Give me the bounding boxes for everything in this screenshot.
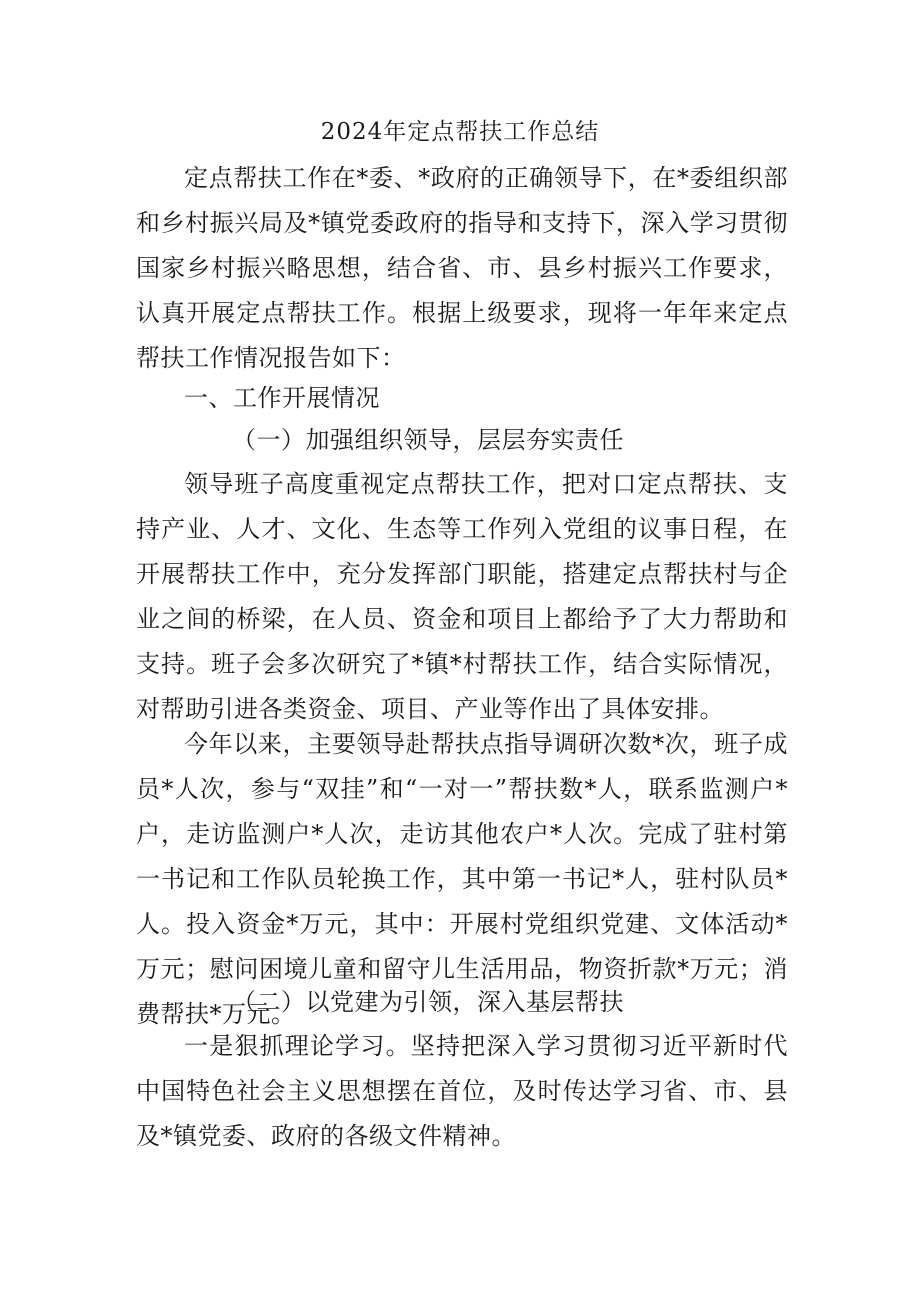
section-heading-1: 一、工作开展情况 bbox=[184, 384, 380, 412]
intro-paragraph: 定点帮扶工作在*委、*政府的正确领导下，在*委组织部和乡村振兴局及*镇党委政府的指导和支持下，深入学习贯彻国家乡村振兴略思想，结合省、市、县乡村振兴工作要求，认真开展定点帮扶工作。根据上级要求，现将一年年来定点帮扶工作情况报告如下： bbox=[136, 164, 788, 372]
subsection-heading-1: （一）加强组织领导，层层夯实责任 bbox=[232, 426, 624, 454]
body-paragraph: 领导班子高度重视定点帮扶工作，把对口定点帮扶、支持产业、人才、文化、生态等工作列入党组的议事日程，在开展帮扶工作中，充分发挥部门职能，搭建定点帮扶村与企业之间的桥梁，在人员、资金和项目上都给予了大力帮助和支持。班子会多次研究了*镇*村帮扶工作，结合实际情况，对帮助引进各类资金、项目、产业等作出了具体安排。 bbox=[136, 470, 788, 723]
document-title: 2024年定点帮扶工作总结 bbox=[320, 119, 600, 145]
body-paragraph: 一是狠抓理论学习。坚持把深入学习贯彻习近平新时代中国特色社会主义思想摆在首位，及时传达学习省、市、县及*镇党委、政府的各级文件精神。 bbox=[136, 1032, 788, 1150]
subsection-heading-2: （二）以党建为引领，深入基层帮扶 bbox=[232, 988, 624, 1016]
body-paragraph: 今年以来，主要领导赴帮扶点指导调研次数*次，班子成员*人次，参与“双挂”和“一对一”帮扶数*人，联系监测户*户，走访监测户*人次，走访其他农户*人次。完成了驻村第一书记和工作队员轮换工作，其中第一书记*人，驻村队员*人。投入资金*万元，其中：开展村党组织党建、文体活动*万元；慰问困境儿童和留守儿生活用品，物资折款*万元；消费帮扶*万元。 bbox=[136, 730, 788, 1028]
